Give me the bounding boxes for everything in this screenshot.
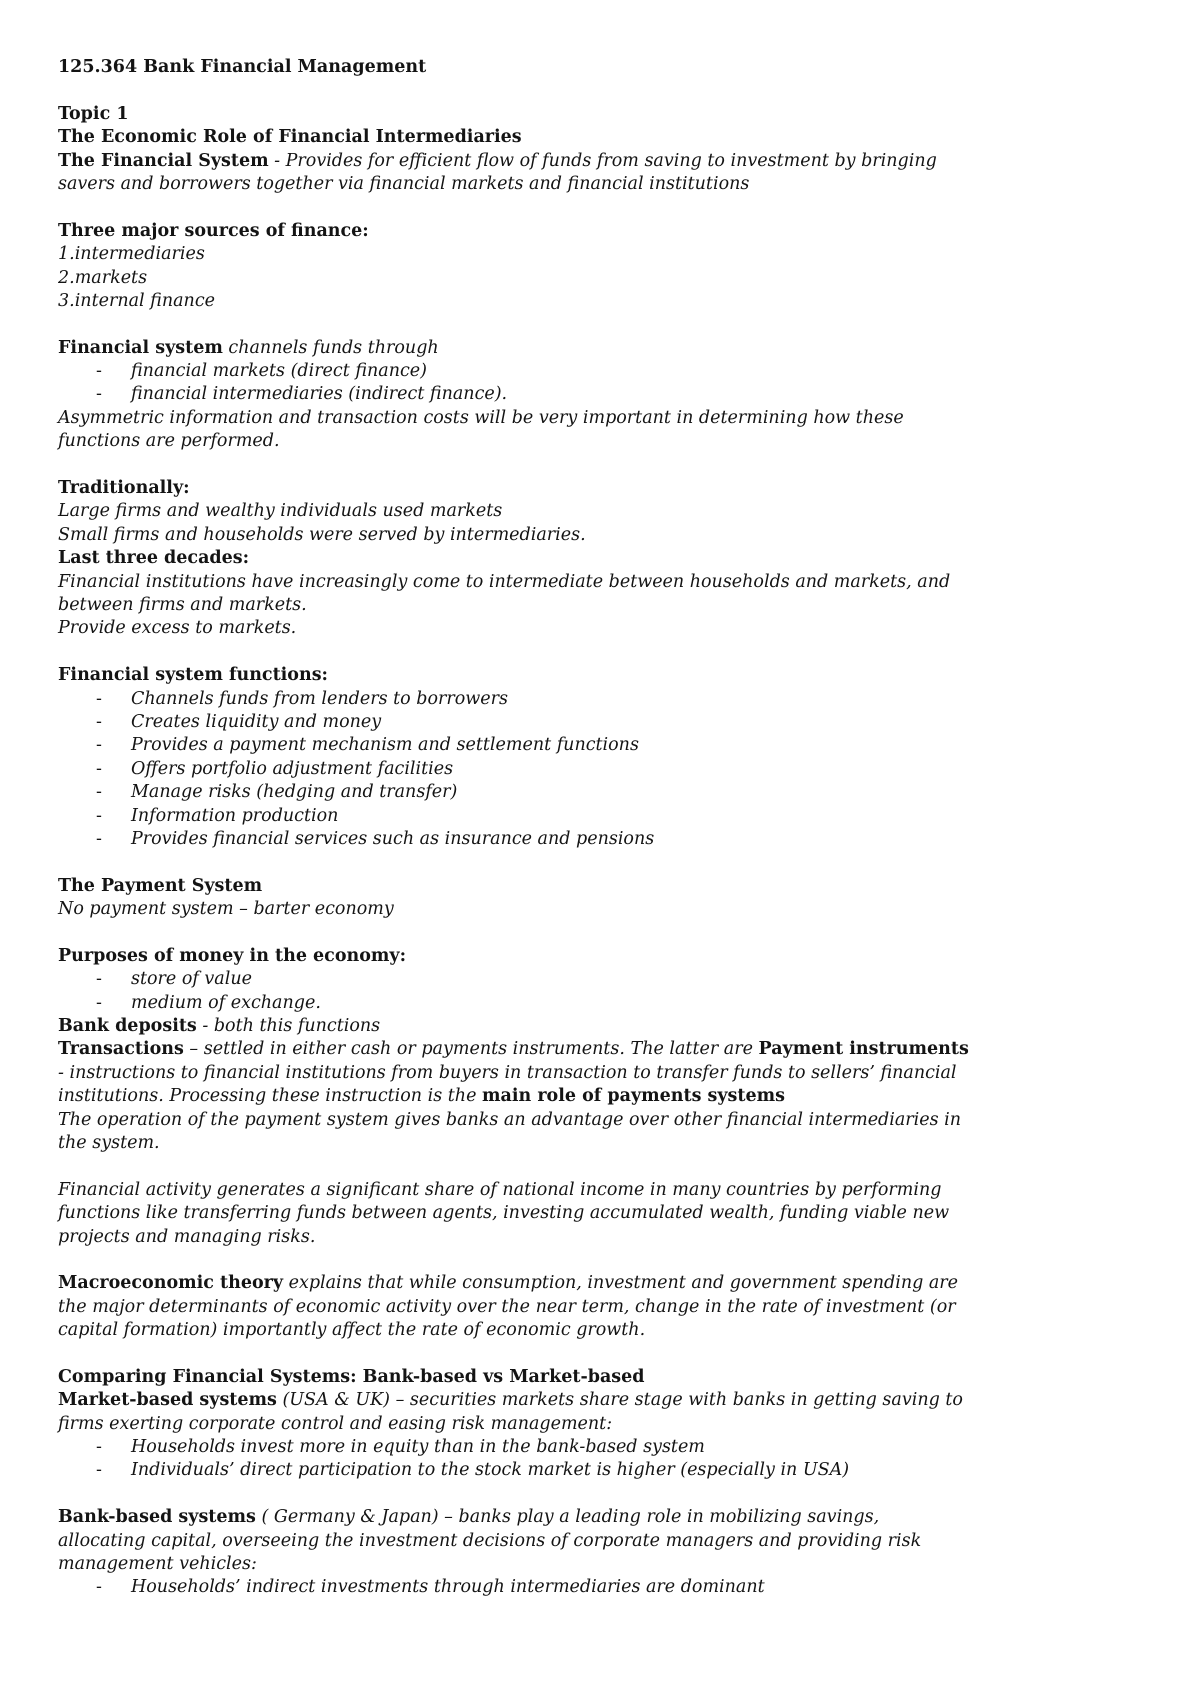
transactions-label: Transactions — [58, 1039, 184, 1060]
bullet-dash: - — [96, 805, 102, 826]
bank-based-label: Bank-based systems — [58, 1507, 256, 1528]
list-item: 3.internal finance — [58, 290, 215, 311]
bullet-dash: - — [96, 1460, 102, 1481]
bullet-dash: - — [96, 992, 102, 1013]
list-item: - Offers portfolio adjustment facilities — [58, 758, 1058, 781]
list-item: - store of value — [58, 968, 1058, 991]
list-item: - Manage risks (hedging and transfer) — [58, 781, 1058, 804]
bank-deposits-line: Bank deposits - both this functions — [58, 1016, 381, 1037]
paragraph-line: the major determinants of economic activity over the near term, change in the rate of investment (or — [58, 1296, 956, 1317]
money-purposes-heading: Purposes of money in the economy: — [58, 945, 407, 966]
paragraph-line: projects and managing risks. — [58, 1226, 316, 1247]
financial-system-label: The Financial System — [58, 150, 269, 171]
paragraph-line: firms exerting corporate control and easing risk management: — [58, 1413, 613, 1434]
list-item: - financial intermediaries (indirect finance). — [58, 383, 1058, 406]
paragraph-line: Provide excess to markets. — [58, 618, 297, 639]
bullet-dash: - — [96, 688, 102, 709]
paragraph-line: Financial institutions have increasingly come to intermediate between households and markets, and — [58, 571, 951, 592]
list-item: - Households invest more in equity than in the bank-based system — [58, 1436, 1058, 1459]
channels-note-cont: functions are performed. — [58, 431, 280, 452]
paragraph-line: allocating capital, overseeing the investment decisions of corporate managers and providing risk — [58, 1530, 922, 1551]
paragraph-line: institutions. Processing these instruction is the main role of payments systems — [58, 1086, 785, 1107]
channels-text: channels funds through — [222, 337, 439, 358]
macro-label: Macroeconomic theory — [58, 1273, 284, 1294]
paragraph-line: The operation of the payment system gives banks an advantage over other financial intermediaries in — [58, 1109, 962, 1130]
course-title: 125.364 Bank Financial Management — [58, 57, 427, 77]
comparing-heading: Comparing Financial Systems: Bank-based vs Market-based — [58, 1366, 645, 1387]
traditionally-heading: Traditionally: — [58, 478, 190, 499]
bullet-dash: - — [96, 735, 102, 756]
bullet-dash: - — [96, 361, 102, 382]
financial-system-desc-cont: savers and borrowers together via financial markets and financial institutions — [58, 173, 750, 194]
functions-heading: Financial system functions: — [58, 665, 329, 686]
list-item: - Provides financial services such as insurance and pensions — [58, 828, 1058, 851]
market-based-line: Market-based systems (USA & UK) – securities markets share stage with banks in getting saving to — [58, 1390, 963, 1411]
last-decades-heading: Last three decades: — [58, 548, 250, 569]
list-item: - Channels funds from lenders to borrowers — [58, 688, 1058, 711]
list-item: - Creates liquidity and money — [58, 711, 1058, 734]
bullet-dash: - — [96, 384, 102, 405]
bullet-dash: - — [96, 1577, 102, 1598]
list-item: - Provides a payment mechanism and settlement functions — [58, 734, 1058, 757]
paragraph-line: capital formation) importantly affect the rate of economic growth. — [58, 1320, 646, 1341]
payment-instruments-label: Payment instruments — [758, 1039, 969, 1060]
paragraph-line: No payment system – barter economy — [58, 899, 394, 920]
payment-system-heading: The Payment System — [58, 875, 263, 896]
bullet-dash: - — [96, 758, 102, 779]
main-role-label: main role of payments systems — [482, 1086, 785, 1107]
paragraph-line: the system. — [58, 1132, 160, 1153]
macro-line: Macroeconomic theory explains that while consumption, investment and government spending are — [58, 1273, 959, 1294]
bullet-dash: - — [96, 969, 102, 990]
list-item: - Individuals’ direct participation to the stock market is higher (especially in USA) — [58, 1459, 1058, 1482]
paragraph-line: Financial activity generates a significant share of national income in many countries by performing — [58, 1179, 942, 1200]
bullet-dash: - — [96, 782, 102, 803]
bank-based-line: Bank-based systems ( Germany & Japan) – banks play a leading role in mobilizing savings, — [58, 1507, 880, 1528]
channels-line — [58, 337, 1058, 360]
financial-system-desc: - Provides for efficient flow of funds from saving to investment by bringing — [268, 150, 937, 171]
bank-deposits-label: Bank deposits — [58, 1016, 197, 1037]
paragraph-line: Large firms and wealthy individuals used markets — [58, 501, 503, 522]
channels-label: Financial system — [58, 337, 223, 358]
bullet-dash: - — [96, 711, 102, 732]
paragraph-line: - instructions to financial institutions from buyers in transaction to transfer funds to sellers’ financial — [58, 1062, 957, 1083]
list-item: - Information production — [58, 805, 1058, 828]
list-item: - Households’ indirect investments through intermediaries are dominant — [58, 1576, 1058, 1599]
list-item: 1.intermediaries — [58, 244, 205, 265]
list-item: - medium of exchange. — [58, 992, 1058, 1015]
paragraph-line: functions like transferring funds between agents, investing accumulated wealth, funding viable new — [58, 1203, 950, 1224]
topic-label: Topic 1 — [58, 103, 129, 124]
document-page — [58, 56, 1058, 1600]
section-heading: The Economic Role of Financial Intermediaries — [58, 127, 522, 148]
bullet-dash: - — [96, 828, 102, 849]
paragraph-line: between firms and markets. — [58, 594, 307, 615]
sources-heading: Three major sources of finance: — [58, 220, 369, 241]
financial-system-definition — [58, 150, 1058, 173]
channels-note: Asymmetric information and transaction costs will be very important in determining how these — [58, 407, 904, 428]
list-item: - financial markets (direct finance) — [58, 360, 1058, 383]
list-item: 2.markets — [58, 267, 148, 288]
paragraph-line: management vehicles: — [58, 1554, 257, 1574]
paragraph-line: Small firms and households were served by intermediaries. — [58, 524, 586, 545]
market-based-label: Market-based systems — [58, 1390, 277, 1411]
bullet-dash: - — [96, 1437, 102, 1458]
transactions-line: Transactions – settled in either cash or payments instruments. The latter are Payment instruments — [58, 1039, 969, 1060]
